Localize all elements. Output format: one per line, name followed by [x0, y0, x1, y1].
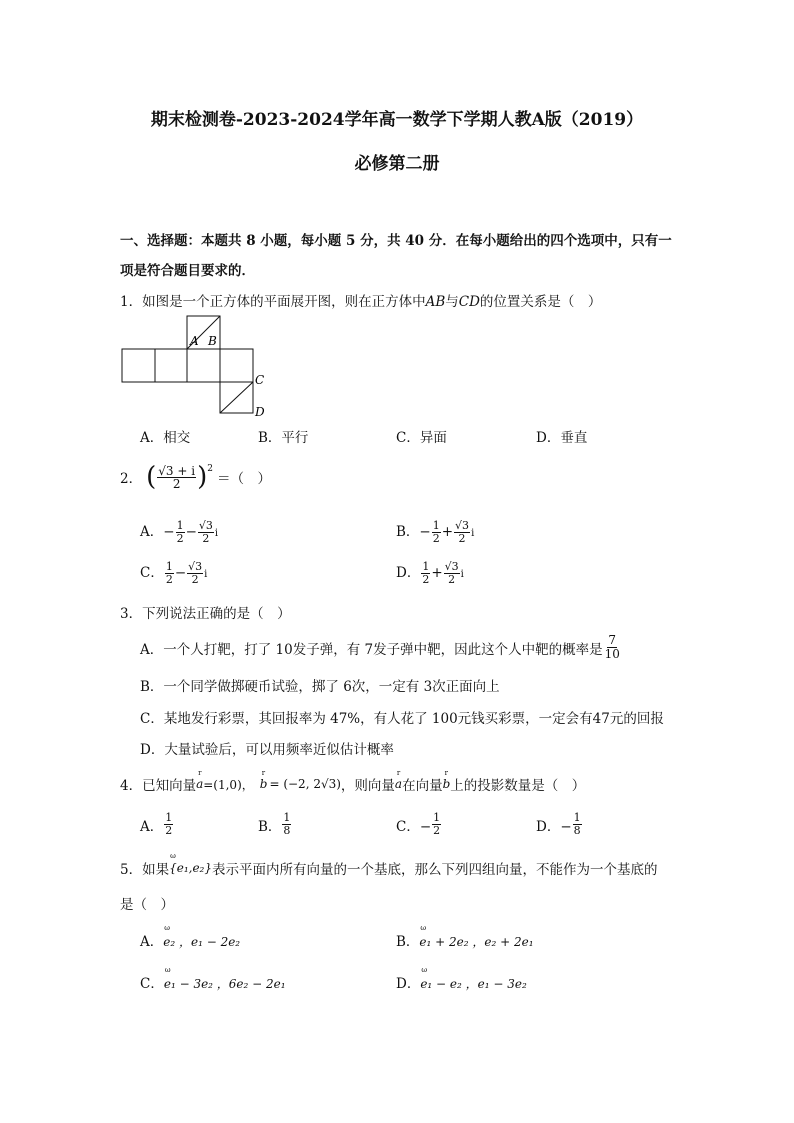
- q4-option-c[interactable]: [396, 812, 442, 837]
- frac-num: 7: [608, 633, 617, 647]
- opt-label: D．: [396, 565, 421, 581]
- imaginary-unit: i: [214, 528, 219, 539]
- opt-vectors: ω e₁ + 2e₂ ，e₂ + 2e₁: [419, 933, 533, 950]
- q1-option-c[interactable]: C．异面: [396, 430, 447, 446]
- question-1-stem: [120, 290, 601, 310]
- q1-option-b[interactable]: B．平行: [258, 430, 309, 446]
- segment-cd: [220, 382, 253, 413]
- section-heading: 一、选择题：本题共 8 小题，每小题 5 分，共 40 分．在每小题给出的四个选项中，只有一: [120, 233, 672, 249]
- frac-den: 2: [165, 573, 173, 586]
- label-a: A: [190, 334, 199, 348]
- frac-den: 2: [202, 532, 210, 545]
- q2-power: 2: [207, 464, 213, 474]
- frac-den: 2: [165, 824, 173, 837]
- q3-option-a[interactable]: [140, 634, 622, 661]
- frac-num: 1: [432, 519, 440, 532]
- q1-ab: AB: [425, 294, 446, 310]
- frac-num: 1: [283, 811, 291, 824]
- frac-den: 8: [283, 824, 291, 837]
- question-number: 3．: [120, 606, 143, 622]
- q2-numerator: √3 + i: [158, 463, 196, 478]
- opt-op: +: [431, 565, 443, 581]
- frac-num: √3: [198, 519, 213, 532]
- vector-a: r a: [196, 777, 203, 791]
- question-5-stem: [120, 858, 658, 878]
- question-2-stem: 2． ( $\frac{√3 + i}{2}$ ) $^2$ ＝（ ）: [120, 462, 271, 492]
- question-number: 1．: [120, 294, 143, 310]
- q4-text: ，则向量: [340, 778, 395, 794]
- q1-text-tail: 的位置关系是（ ）: [479, 294, 602, 310]
- page-title: 期末检测卷-2023-2024学年高一数学下学期人教A版（2019）: [150, 110, 644, 130]
- opt-label: D．−: [536, 818, 572, 835]
- q4-text: 已知向量: [142, 778, 197, 794]
- q2-option-d[interactable]: [396, 561, 464, 586]
- question-3-stem: [120, 602, 291, 622]
- q5-text: 表示平面内所有向量的一个基底，那么下列四组向量，不能作为一个基底的: [212, 862, 658, 878]
- frac-den: 2: [448, 573, 456, 586]
- frac-num: 1: [573, 811, 581, 824]
- opt-sign: −: [419, 524, 431, 540]
- q5-option-a[interactable]: [140, 930, 240, 950]
- q2-tail: ＝（ ）: [216, 471, 271, 487]
- q3-option-a-text: A．一个人打靶，打了 10发子弹，有 7发子弹中靶，因此这个人中靶的概率是: [140, 641, 603, 658]
- net-square: [187, 349, 220, 382]
- opt-vectors: ω e₁ − e₂ ，e₁ − 3e₂: [420, 975, 526, 992]
- imaginary-unit: i: [460, 569, 464, 580]
- opt-op: −: [185, 524, 197, 540]
- q5-text: 如果: [142, 862, 170, 878]
- net-square: [155, 349, 187, 382]
- q5-option-b[interactable]: [396, 930, 534, 950]
- frac-num: 1: [165, 811, 173, 824]
- q1-option-d[interactable]: D．垂直: [536, 430, 588, 446]
- frac-num: √3: [455, 519, 470, 532]
- frac-den: 2: [433, 824, 441, 837]
- frac-num: 1: [433, 811, 441, 824]
- q4-text: 在向量: [402, 778, 443, 794]
- imaginary-unit: i: [471, 528, 475, 539]
- q2-denominator: 2: [172, 476, 181, 491]
- q2-option-a[interactable]: [140, 520, 218, 545]
- opt-vectors: ω e₁ − 3e₂ ，6e₂ − 2e₁: [164, 975, 286, 992]
- q5-option-d[interactable]: [396, 972, 527, 992]
- question-4-stem: [120, 774, 585, 794]
- question-number: 4．: [120, 778, 143, 794]
- frac-den: 2: [458, 532, 466, 545]
- q3-text: 下列说法正确的是（ ）: [142, 606, 291, 622]
- vector-a: r a: [395, 777, 402, 791]
- frac-num: 1: [176, 519, 184, 532]
- net-square: [220, 349, 253, 382]
- opt-label: A．: [140, 934, 164, 950]
- frac-den: 2: [191, 573, 199, 586]
- q3-option-b[interactable]: B．一个同学做掷硬币试验，掷了 6次，一定有 3次正面向上: [140, 679, 500, 695]
- page-subtitle: 必修第二册: [354, 154, 440, 174]
- opt-op: +: [441, 524, 454, 540]
- opt-label: B．: [396, 524, 420, 540]
- q1-option-a[interactable]: A．相交: [140, 430, 191, 446]
- opt-label: B．: [258, 818, 282, 835]
- opt-label: A．: [140, 818, 164, 835]
- frac-num: √3: [188, 560, 203, 573]
- frac-num: 1: [165, 560, 173, 573]
- label-b: B: [208, 334, 217, 348]
- opt-label: D．: [396, 976, 421, 992]
- q2-option-b[interactable]: [396, 520, 474, 545]
- frac-den: 8: [573, 824, 581, 837]
- opt-label: C．−: [396, 818, 432, 835]
- q3-option-d[interactable]: D．大量试验后，可以用频率近似估计概率: [140, 742, 394, 758]
- frac-den: 2: [432, 532, 440, 545]
- frac-num: 1: [422, 560, 430, 573]
- opt-vectors: ω e₂ ，e₁ − 2e₂: [163, 933, 240, 950]
- frac-num: √3: [444, 560, 459, 573]
- label-d: D: [255, 405, 265, 419]
- question-number: 2．: [120, 471, 143, 487]
- opt-label: A．: [140, 524, 164, 540]
- question-5-stem-cont: 是（ ）: [120, 897, 174, 913]
- q4-text: 上的投影数量是（ ）: [450, 778, 586, 794]
- frac-den: 2: [422, 573, 430, 586]
- basis-vectors: ω {e₁,e₂}: [169, 861, 212, 875]
- q4-b-value: = (−2, 2√3): [269, 777, 341, 791]
- q2-option-c[interactable]: [140, 561, 207, 586]
- q1-text: 如图是一个正方体的平面展开图，则在正方体中: [142, 294, 426, 310]
- opt-label: B．: [396, 934, 420, 950]
- opt-op: −: [174, 565, 187, 581]
- q4-option-b[interactable]: [258, 812, 292, 837]
- opt-sign: −: [163, 524, 175, 540]
- q1-mid: 与: [445, 294, 459, 310]
- q5-option-c[interactable]: [140, 972, 286, 992]
- q2-expression: [157, 465, 196, 490]
- question-number: 5．: [120, 862, 143, 878]
- label-c: C: [255, 373, 265, 387]
- cube-net-figure: [118, 312, 278, 422]
- opt-label: C．: [140, 565, 164, 581]
- q3-option-c[interactable]: C．某地发行彩票，其回报率为 47%，有人花了 100元钱买彩票，一定会有47元的回报: [140, 711, 664, 727]
- opt-label: C．: [140, 976, 164, 992]
- q1-cd: CD: [458, 294, 480, 310]
- vector-b: r b: [443, 777, 451, 791]
- q4-option-d[interactable]: [536, 812, 583, 837]
- q4-a-value: =(1,0)，: [203, 777, 254, 792]
- imaginary-unit: i: [204, 569, 208, 580]
- frac-den: 10: [604, 647, 620, 661]
- vector-b: r b: [260, 777, 268, 791]
- section-heading-cont: 项是符合题目要求的．: [120, 263, 255, 279]
- frac-den: 2: [176, 532, 184, 545]
- q4-option-a[interactable]: [140, 812, 174, 837]
- net-square: [122, 349, 155, 382]
